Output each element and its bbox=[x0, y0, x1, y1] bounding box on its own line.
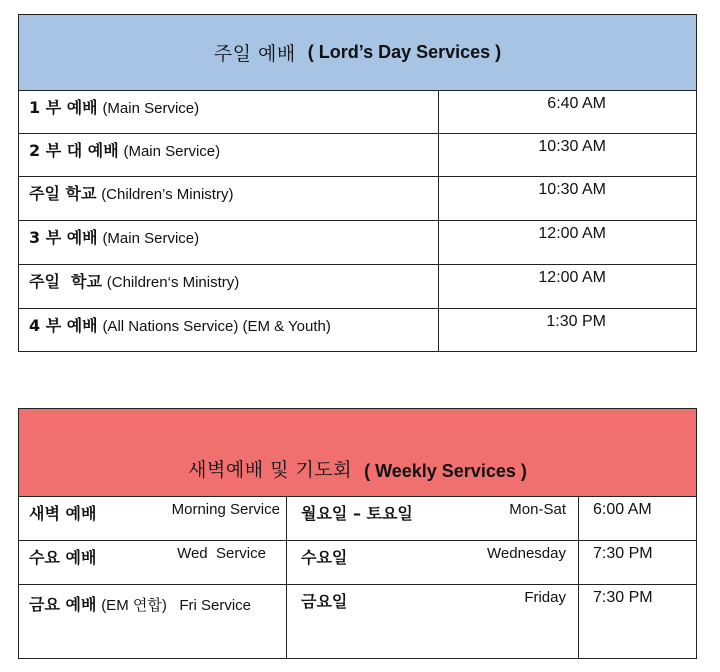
service-name-en: (Main Service) bbox=[102, 230, 200, 247]
lords-day-title-ko: 주일 예배 bbox=[213, 43, 296, 65]
service-name-en: Morning Service bbox=[171, 501, 280, 518]
table-row bbox=[19, 134, 696, 177]
lords-day-table bbox=[18, 14, 697, 352]
table-row bbox=[19, 541, 696, 585]
table-row bbox=[19, 221, 696, 265]
day-ko: 수요일 bbox=[301, 548, 348, 567]
service-time: 7:30 PM bbox=[593, 589, 653, 606]
service-time: 6:40 AM bbox=[547, 95, 606, 112]
service-name-ko: 주일 학교 bbox=[29, 272, 102, 291]
service-name-en: (Children‘s Ministry) bbox=[106, 274, 240, 291]
table-row bbox=[19, 91, 696, 134]
table-row bbox=[19, 309, 696, 351]
table-row bbox=[19, 177, 696, 221]
day-ko: 월요일 – 토요일 bbox=[301, 504, 413, 523]
service-name-ko: 금요 예배 bbox=[29, 595, 97, 614]
service-name-en: Wed Service bbox=[177, 545, 266, 562]
service-time: 10:30 AM bbox=[538, 138, 606, 155]
table-row bbox=[19, 585, 696, 658]
weekly-title-ko: 새벽예배 및 기도회 bbox=[188, 459, 353, 481]
service-time: 7:30 PM bbox=[593, 545, 653, 562]
table-row bbox=[19, 497, 696, 541]
service-time: 1:30 PM bbox=[546, 313, 606, 330]
service-name-ko: 주일 학교 bbox=[29, 184, 97, 203]
service-name-ko: 수요 예배 bbox=[29, 548, 97, 567]
weekly-table bbox=[18, 408, 697, 659]
service-name-ko: 4 부 예배 bbox=[29, 316, 98, 335]
service-name-ko: 새벽 예배 bbox=[29, 504, 97, 523]
weekly-header bbox=[19, 409, 696, 497]
service-time: 12:00 AM bbox=[538, 225, 606, 242]
service-name-en: (Children’s Ministry) bbox=[101, 186, 234, 203]
service-name-ko: 3 부 예배 bbox=[29, 228, 98, 247]
service-name-ko: 2 부 대 예배 bbox=[29, 141, 119, 160]
service-time: 6:00 AM bbox=[593, 501, 652, 518]
day-en: Wednesday bbox=[487, 545, 566, 562]
day-en: Friday bbox=[524, 589, 566, 606]
service-name-ko: 1 부 예배 bbox=[29, 98, 98, 117]
service-name-en: (Main Service) bbox=[123, 143, 221, 160]
weekly-title-en: ( Weekly Services ) bbox=[364, 461, 527, 481]
service-name-en: (Main Service) bbox=[102, 100, 200, 117]
service-name-en: (EM 연합) Fri Service bbox=[101, 597, 252, 614]
lords-day-header bbox=[19, 15, 696, 91]
service-name-en: (All Nations Service) (EM & Youth) bbox=[102, 318, 331, 335]
service-time: 10:30 AM bbox=[538, 181, 606, 198]
day-ko: 금요일 bbox=[301, 592, 348, 611]
lords-day-title-en: ( Lord’s Day Services ) bbox=[307, 42, 502, 62]
table-row bbox=[19, 265, 696, 309]
day-en: Mon-Sat bbox=[509, 501, 566, 518]
service-time: 12:00 AM bbox=[538, 269, 606, 286]
